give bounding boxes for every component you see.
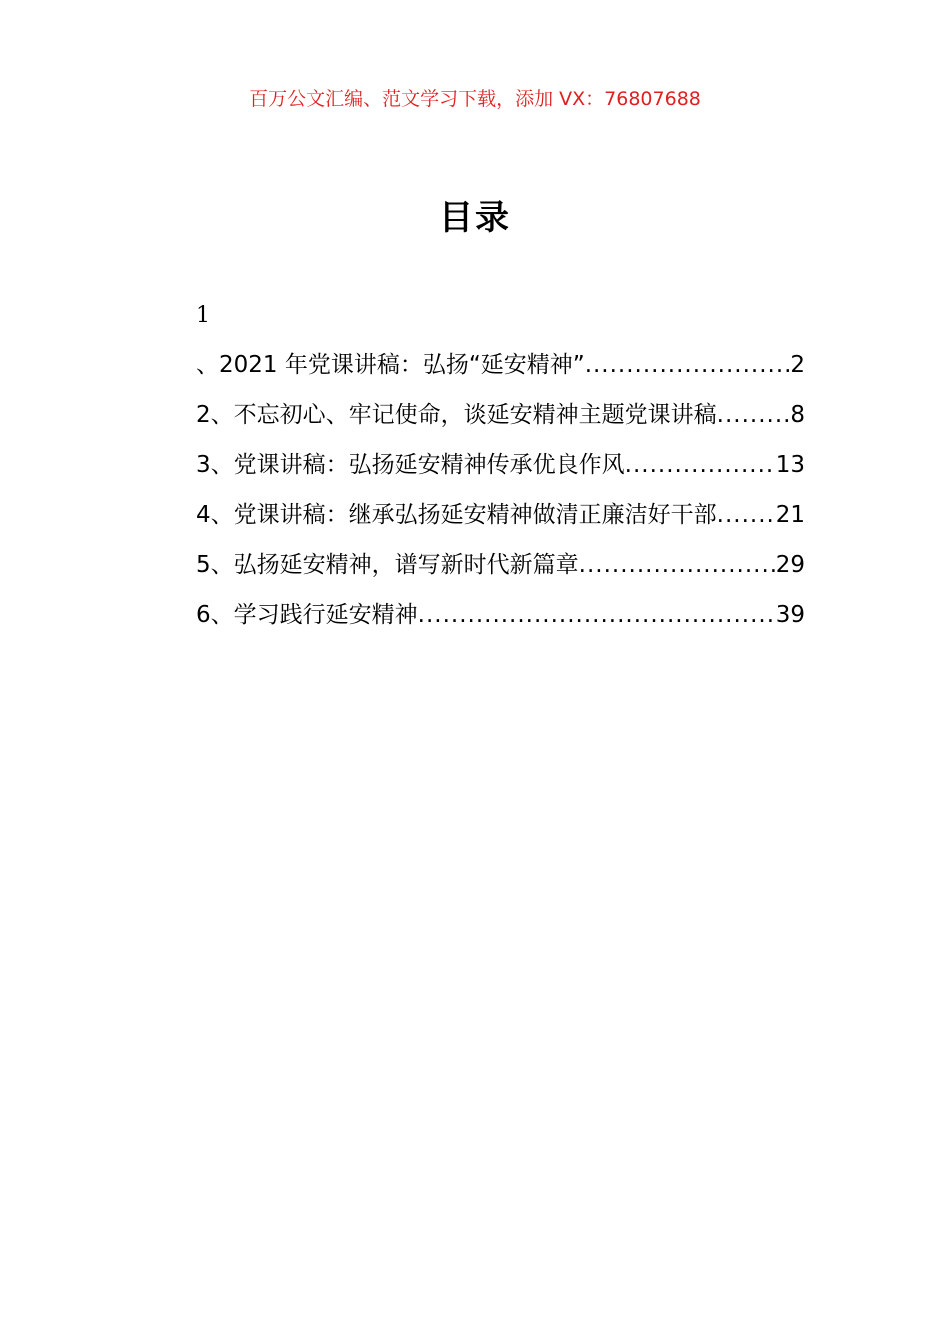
toc-leader-dots [585,352,791,378]
toc-entry-page: 2 [790,352,805,378]
toc-entry-6[interactable] [196,596,805,646]
toc-leader-dots [717,402,791,428]
header-note: 百万公文汇编、范文学习下载，添加 VX：76807688 [249,88,701,110]
toc-entry-text: 4、党课讲稿：继承弘扬延安精神做清正廉洁好干部 [196,502,717,528]
toc-entry-text: 5、弘扬延安精神，谱写新时代新篇章 [196,552,579,578]
toc-first-number: 1 [196,303,210,328]
toc-entry-3[interactable] [196,446,805,496]
toc-entry-page: 13 [775,452,805,478]
toc-entry-page: 8 [790,402,805,428]
toc-leader-dots [625,452,776,478]
toc-entry-page: 39 [775,602,805,628]
toc-entry-text: 6、学习践行延安精神 [196,602,418,628]
toc-entry-2[interactable] [196,396,805,446]
toc-leader-dots [717,502,776,528]
toc-entry-page: 21 [775,502,805,528]
toc-entry-text: 、2021 年党课讲稿：弘扬“延安精神” [196,352,585,378]
toc-entry-4[interactable] [196,496,805,546]
toc-entry-text: 3、党课讲稿：弘扬延安精神传承优良作风 [196,452,625,478]
toc-leader-dots [418,602,776,628]
toc-entry-page: 29 [775,552,805,578]
toc-entry-1[interactable] [196,346,805,396]
page-title: 目录 [439,198,511,238]
toc-leader-dots [579,552,776,578]
toc-entry-5[interactable] [196,546,805,596]
toc-list [196,346,805,646]
toc-entry-text: 2、不忘初心、牢记使命，谈延安精神主题党课讲稿 [196,402,717,428]
